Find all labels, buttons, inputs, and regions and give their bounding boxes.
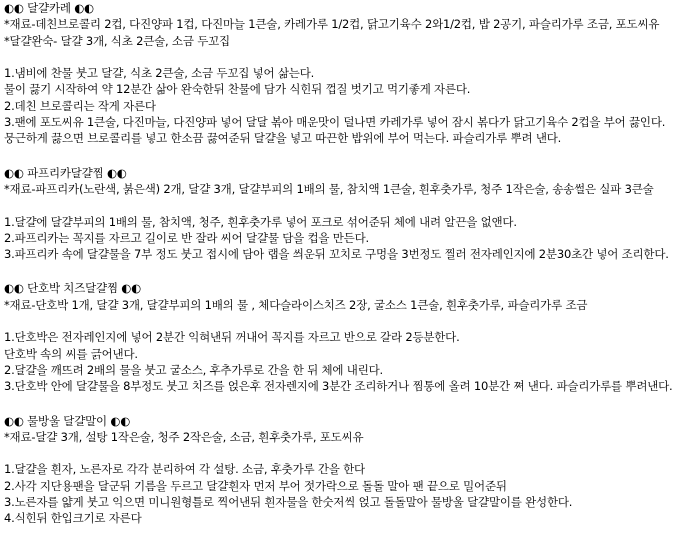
blank-line [4,197,696,213]
recipe-section [4,0,696,165]
step-line: 2.파프리카는 꼭지를 자르고 길이로 반 잘라 씨어 달걀물 담을 컵을 만든다. [4,230,369,245]
ingredient-line: *재료-파프리카(노란색, 붉은색) 2개, 달걀 3개, 달걀부피의 1배의 물, 참치액 1큰술, 흰후춧가루, 청주 1작은술, 송송썰은 실파 3큰술 [4,181,654,196]
recipe-section [4,413,696,527]
recipe-title: ◐◐ 물방울 달걀말이 ◐◐ [4,413,131,428]
blank-line [4,49,696,65]
step-line: 단호박 속의 씨를 긁어낸다. [4,346,138,361]
ingredient-line: *달걀완숙- 달걀 3개, 식초 2큰술, 소금 두꼬집 [4,33,230,48]
recipe-section [4,280,696,412]
ingredient-line: *재료-단호박 1개, 달걀 3개, 달걀부피의 1배의 물 , 체다슬라이스치즈 2장, 굴소스 1큰술, 흰후춧가루, 파슬리가루 조금 [4,297,588,312]
blank-line [4,445,696,461]
step-line: 물이 끓기 시작하여 약 12분간 삶아 완숙한뒤 찬물에 담가 식힌뒤 껍질 벗기고 먹기좋게 자른다. [4,82,471,97]
section-spacer [4,262,696,280]
blank-line [4,313,696,329]
recipe-section [4,165,696,281]
recipe-title: ◐◐ 달걀카레 ◐◐ [4,1,94,15]
step-line: 2.사각 지단용팬을 달군뒤 기름을 두르고 달걀흰자 먼저 부어 젓가락으로 돌돌 말아 팬 끝으로 밀어준뒤 [4,478,507,493]
section-spacer [4,147,696,165]
ingredient-line: *재료-데친브로콜리 2컵, 다진양파 1컵, 다진마늘 1큰술, 카레가루 1/2컵, 닭고기육수 2와1/2컵, 밥 2공기, 파슬리가루 조금, 포도씨유 [4,17,660,32]
step-line: 3.단호박 안에 달걀물을 8부정도 붓고 치즈를 얹은후 전자렌지에 3분간 조리하거나 찜통에 올려 10분간 쪄 낸다. 파슬리가루를 뿌려낸다. [4,379,673,394]
section-spacer [4,395,696,413]
step-line: 2.달걀을 깨뜨려 2배의 물을 붓고 굴소스, 후추가루로 간을 한 뒤 체에 내린다. [4,362,383,377]
step-line: 4.식힌뒤 한입크기로 자른다 [4,511,142,526]
step-line: 1.달걀에 달걀부피의 1배의 물, 참치액, 청주, 흰후춧가루 넣어 포크로 섞어준뒤 체에 내려 알끈을 없앤다. [4,214,517,229]
recipe-title: ◐◐ 파프리카달걀찜 ◐◐ [4,165,127,180]
ingredient-line: *재료-달걀 3개, 설탕 1작은술, 청주 2작은술, 소금, 흰후춧가루, 포도씨유 [4,429,364,444]
step-line: 1.달걀을 흰자, 노른자로 각각 분리하여 각 설탕. 소금, 후춧가루 간을 한다 [4,462,365,477]
step-line: 1.단호박은 전자레인지에 넣어 2분간 익혀낸뒤 꺼내어 꼭지를 자르고 반으로 갈라 2등분한다. [4,330,460,345]
step-line: 뭉근하게 끓으면 브로콜리를 넣고 한소끔 끓여준뒤 달걀을 넣고 따끈한 밥위에 부어 먹는다. 파슬리가루 뿌려 낸다. [4,131,562,146]
recipe-title: ◐◐ 단호박 치즈달걀찜 ◐◐ [4,281,141,296]
step-line: 3.노른자를 얇게 붓고 익으면 미니원형틀로 찍어낸뒤 흰자물을 한숫저씩 얹고 돌돌말아 물방울 달걀말이를 완성한다. [4,495,573,510]
step-line: 3.파프리카 속에 달걀물을 7부 정도 붓고 접시에 담아 랩을 씌운뒤 꼬치로 구멍을 3번정도 찔러 전자레인지에 2분30초간 넣어 조리한다. [4,247,669,262]
step-line: 3.팬에 포도씨유 1큰술, 다진마늘, 다진양파 넣어 달달 볶아 매운맛이 덜나면 카레가루 넣어 잠시 볶다가 닭고기육수 2컵을 부어 끓인다. [4,115,666,130]
step-line: 1.냄비에 찬물 붓고 달걀, 식초 2큰술, 소금 두꼬집 넣어 삶는다. [4,66,315,81]
step-line: 2.데친 브로콜리는 작게 자른다 [4,98,156,113]
